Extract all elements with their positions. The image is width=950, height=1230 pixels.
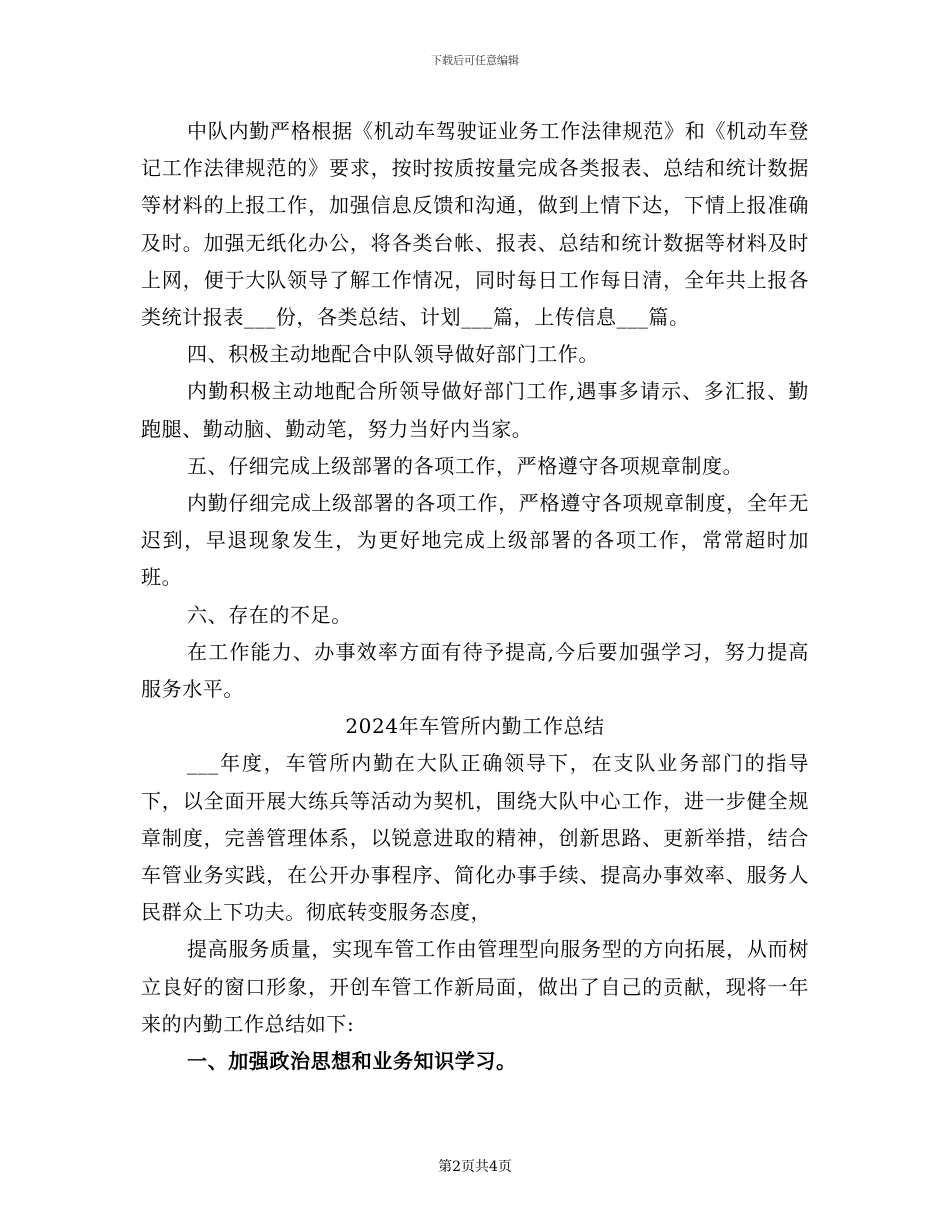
heading-section-6: 六、存在的不足。	[187, 602, 352, 627]
document-body	[141, 113, 809, 1080]
heading-section-5: 五、仔细完成上级部署的各项工作，严格遵守各项规章制度。	[187, 453, 744, 478]
paragraph-intro-continued: 提高服务质量，实现车管工作由管理型向服务型的方向拓展，从而树立良好的窗口形象，开创车管工作新局面，做出了自己的贡献，现将一年来的内勤工作总结如下:	[141, 937, 809, 1036]
page-header: 下载后可任意编辑	[431, 54, 519, 67]
heading-section-1: 一、加强政治思想和业务知识学习。	[187, 1049, 517, 1074]
paragraph-intro: ___年度，车管所内勤在大队正确领导下，在支队业务部门的指导下，以全面开展大练兵等活动为契机，围绕大队中心工作，进一步健全规章制度，完善管理体系，以锐意进取的精神，创新思路、更新举措，结合车管业务实践，在公开办事程序、简化办事手续、提高办事效率、服务人民群众上下功夫。彻底转变服务态度，	[141, 751, 809, 925]
paragraph-report-work: 中队内勤严格根据《机动车驾驶证业务工作法律规范》和《机动车登记工作法律规范的》要求，按时按质按量完成各类报表、总结和统计数据等材料的上报工作，加强信息反馈和沟通，做到上情下达，下情上报准确及时。加强无纸化办公，将各类台帐、报表、总结和统计数据等材料及时上网，便于大队领导了解工作情况，同时每日工作每日清，全年共上报各类统计报表___份，各类总结、计划___篇，上传信息___篇。	[141, 119, 809, 330]
document-title: 2024年车管所内勤工作总结	[345, 714, 605, 739]
paragraph-discipline: 内勤仔细完成上级部署的各项工作，严格遵守各项规章制度，全年无迟到，早退现象发生，为更好地完成上级部署的各项工作，常常超时加班。	[141, 491, 809, 590]
paragraph-shortcomings: 在工作能力、办事效率方面有待予提高,今后要加强学习，努力提高服务水平。	[141, 639, 809, 702]
heading-section-4: 四、积极主动地配合中队领导做好部门工作。	[187, 342, 599, 367]
page-footer: 第2页共4页	[438, 1159, 512, 1175]
paragraph-cooperation: 内勤积极主动地配合所领导做好部门工作,遇事多请示、多汇报、勤跑腿、勤动脑、勤动笔，努力当好内当家。	[141, 379, 809, 441]
